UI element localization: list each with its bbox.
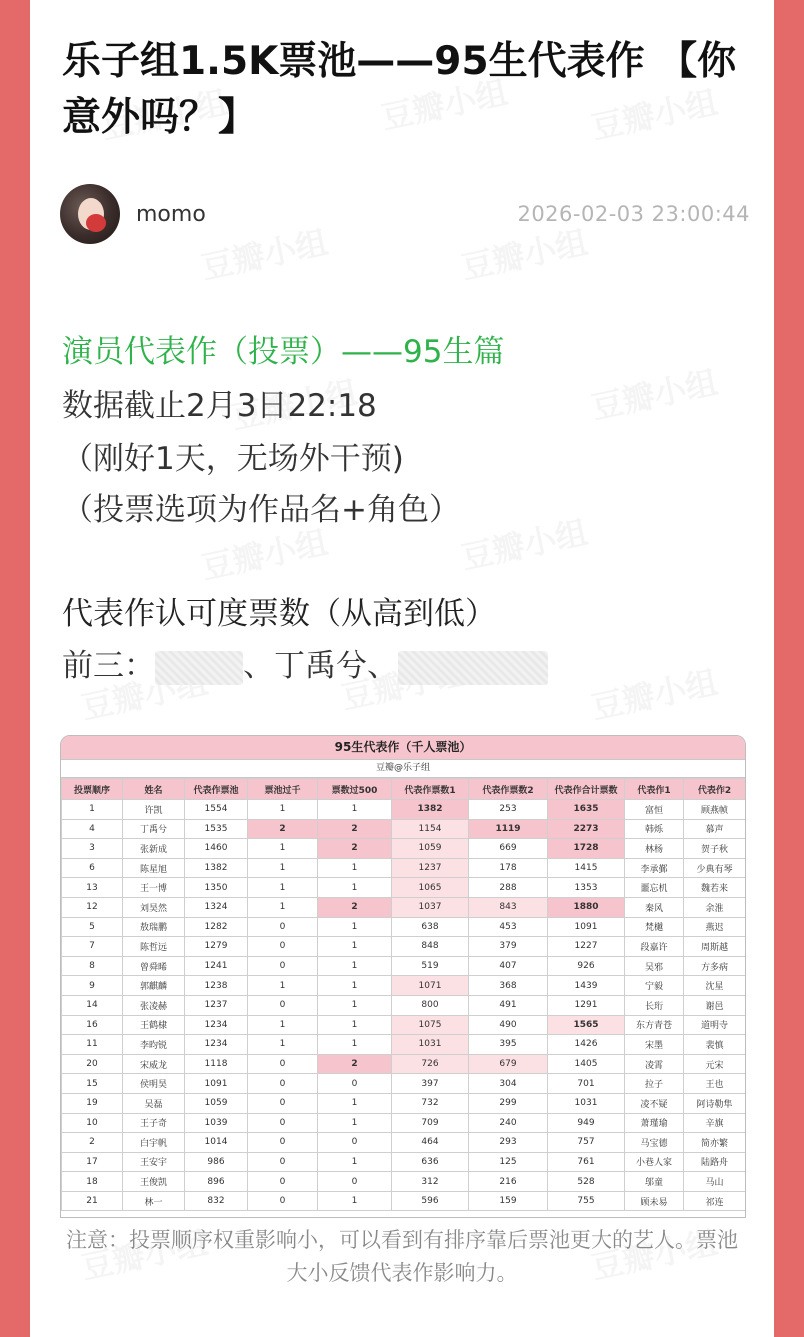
column-header: 代表作票池 xyxy=(185,779,248,800)
table-cell: 1234 xyxy=(185,1015,248,1035)
table-cell: 253 xyxy=(469,800,548,820)
table-cell: 11 xyxy=(62,1035,123,1055)
table-cell: 1728 xyxy=(548,839,625,859)
table-cell: 679 xyxy=(469,1054,548,1074)
table-cell: 397 xyxy=(392,1074,469,1094)
table-cell: 18 xyxy=(62,1172,123,1192)
table-cell: 596 xyxy=(392,1191,469,1211)
column-header: 票池过千 xyxy=(248,779,318,800)
table-row xyxy=(62,995,746,1015)
body-line-3: （投票选项为作品名+角色） xyxy=(62,492,460,528)
table-row xyxy=(62,839,746,859)
table-cell: 少典有琴 xyxy=(684,858,746,878)
table-cell: 1154 xyxy=(392,819,469,839)
table-row xyxy=(62,1191,746,1211)
watermark-text xyxy=(587,657,722,729)
table-cell: 敖瑞鹏 xyxy=(123,917,185,937)
table-cell: 1 xyxy=(248,800,318,820)
table-cell: 1091 xyxy=(548,917,625,937)
redacted-name-1 xyxy=(155,651,243,685)
table-cell: 1091 xyxy=(185,1074,248,1094)
table-cell: 1 xyxy=(318,1015,392,1035)
table-cell: 293 xyxy=(469,1133,548,1153)
table-cell: 周斯越 xyxy=(684,937,746,957)
table-title: 95生代表作（千人票池） xyxy=(61,736,745,760)
table-header-row xyxy=(62,779,746,800)
table-cell: 1118 xyxy=(185,1054,248,1074)
redacted-name-3 xyxy=(398,651,548,685)
table-cell: 379 xyxy=(469,937,548,957)
author-row xyxy=(60,182,750,246)
table-cell: 贺子秋 xyxy=(684,839,746,859)
table-cell: 吴邪 xyxy=(625,956,684,976)
table-row xyxy=(62,1074,746,1094)
section-title: 代表作认可度票数（从高到低） xyxy=(62,596,496,632)
table-cell: 凌不疑 xyxy=(625,1093,684,1113)
table-cell: 5 xyxy=(62,917,123,937)
table-cell: 2 xyxy=(318,897,392,917)
table-cell: 528 xyxy=(548,1172,625,1192)
table-cell: 1535 xyxy=(185,819,248,839)
table-cell: 1014 xyxy=(185,1133,248,1153)
table-cell: 1880 xyxy=(548,897,625,917)
table-cell: 1039 xyxy=(185,1113,248,1133)
table-cell: 125 xyxy=(469,1152,548,1172)
table-cell: 1 xyxy=(318,1113,392,1133)
table-cell: 1635 xyxy=(548,800,625,820)
table-cell: 马山 xyxy=(684,1172,746,1192)
table-cell: 1405 xyxy=(548,1054,625,1074)
table-cell: 1234 xyxy=(185,1035,248,1055)
table-cell: 1 xyxy=(318,937,392,957)
table-row xyxy=(62,800,746,820)
table-cell: 0 xyxy=(248,937,318,957)
table-cell: 李承鄞 xyxy=(625,858,684,878)
table-cell: 1 xyxy=(248,878,318,898)
table-cell: 1439 xyxy=(548,976,625,996)
table-cell: 2 xyxy=(248,819,318,839)
table-cell: 2 xyxy=(318,1054,392,1074)
top3-separator: 、 xyxy=(243,648,274,684)
table-cell: 926 xyxy=(548,956,625,976)
table-cell: 491 xyxy=(469,995,548,1015)
table-cell: 0 xyxy=(248,995,318,1015)
table-cell: 17 xyxy=(62,1152,123,1172)
table-cell: 王俊凯 xyxy=(123,1172,185,1192)
table-cell: 1350 xyxy=(185,878,248,898)
table-cell: 1 xyxy=(318,800,392,820)
table-cell: 2 xyxy=(318,819,392,839)
table-cell: 王子奇 xyxy=(123,1113,185,1133)
table-cell: 304 xyxy=(469,1074,548,1094)
table-cell: 燕迟 xyxy=(684,917,746,937)
table-cell: 魏若来 xyxy=(684,878,746,898)
table-cell: 1 xyxy=(318,1152,392,1172)
table-cell: 732 xyxy=(392,1093,469,1113)
table-cell: 谢邑 xyxy=(684,995,746,1015)
table-row xyxy=(62,1133,746,1153)
table-cell: 宁毅 xyxy=(625,976,684,996)
table-cell: 0 xyxy=(318,1074,392,1094)
table-cell: 辛旗 xyxy=(684,1113,746,1133)
table-row xyxy=(62,878,746,898)
table-cell: 16 xyxy=(62,1015,123,1035)
table-cell: 张新成 xyxy=(123,839,185,859)
table-cell: 0 xyxy=(318,1172,392,1192)
post-card xyxy=(30,0,774,1337)
table-cell: 陈哲远 xyxy=(123,937,185,957)
table-cell: 阿诗勒隼 xyxy=(684,1093,746,1113)
table-cell: 1065 xyxy=(392,878,469,898)
table-cell: 凌霄 xyxy=(625,1054,684,1074)
table-row xyxy=(62,1015,746,1035)
table-cell: 6 xyxy=(62,858,123,878)
table-cell: 0 xyxy=(248,1152,318,1172)
table-cell: 张凌赫 xyxy=(123,995,185,1015)
table-cell: 王鹤棣 xyxy=(123,1015,185,1035)
table-cell: 8 xyxy=(62,956,123,976)
table-cell: 299 xyxy=(469,1093,548,1113)
table-cell: 19 xyxy=(62,1093,123,1113)
table-cell: 慕声 xyxy=(684,819,746,839)
table-cell: 757 xyxy=(548,1133,625,1153)
table-cell: 986 xyxy=(185,1152,248,1172)
table-cell: 曾舜晞 xyxy=(123,956,185,976)
table-cell: 1071 xyxy=(392,976,469,996)
table-cell: 0 xyxy=(248,1172,318,1192)
table-body xyxy=(62,800,746,1211)
table-cell: 178 xyxy=(469,858,548,878)
table-cell: 12 xyxy=(62,897,123,917)
table-cell: 1 xyxy=(318,1035,392,1055)
table-cell: 1 xyxy=(248,1015,318,1035)
table-cell: 1 xyxy=(248,839,318,859)
table-cell: 0 xyxy=(248,917,318,937)
table-cell: 159 xyxy=(469,1191,548,1211)
table-cell: 638 xyxy=(392,917,469,937)
table-cell: 1 xyxy=(318,995,392,1015)
table-cell: 小巷人家 xyxy=(625,1152,684,1172)
table-cell: 10 xyxy=(62,1113,123,1133)
vote-table-image xyxy=(60,735,746,1218)
table-cell: 1291 xyxy=(548,995,625,1015)
table-cell: 2273 xyxy=(548,819,625,839)
table-cell: 0 xyxy=(248,1191,318,1211)
table-cell: 0 xyxy=(248,1133,318,1153)
table-row xyxy=(62,1035,746,1055)
table-cell: 侯明昊 xyxy=(123,1074,185,1094)
table-cell: 1 xyxy=(318,976,392,996)
table-cell: 761 xyxy=(548,1152,625,1172)
table-cell: 1 xyxy=(318,917,392,937)
column-header: 代表作票数2 xyxy=(469,779,548,800)
table-cell: 王也 xyxy=(684,1074,746,1094)
table-row xyxy=(62,956,746,976)
table-cell: 邬童 xyxy=(625,1172,684,1192)
table-cell: 669 xyxy=(469,839,548,859)
table-cell: 李昀锐 xyxy=(123,1035,185,1055)
table-cell: 21 xyxy=(62,1191,123,1211)
table-cell: 0 xyxy=(248,1054,318,1074)
table-cell: 4 xyxy=(62,819,123,839)
table-cell: 丁禹兮 xyxy=(123,819,185,839)
table-cell: 吴磊 xyxy=(123,1093,185,1113)
table-cell: 秦风 xyxy=(625,897,684,917)
table-cell: 832 xyxy=(185,1191,248,1211)
body-line-1: 数据截止2月3日22:18 xyxy=(62,388,377,424)
table-cell: 1237 xyxy=(185,995,248,1015)
table-cell: 1 xyxy=(318,1093,392,1113)
table-cell: 1565 xyxy=(548,1015,625,1035)
table-cell: 1227 xyxy=(548,937,625,957)
table-cell: 1241 xyxy=(185,956,248,976)
post-title: 乐子组1.5K票池——95生代表作 【你意外吗？】 xyxy=(62,39,737,140)
table-cell: 3 xyxy=(62,839,123,859)
table-cell: 843 xyxy=(469,897,548,917)
table-cell: 沈星 xyxy=(684,976,746,996)
table-cell: 1353 xyxy=(548,878,625,898)
footnote: 注意：投票顺序权重影响小，可以看到有排序靠后票池更大的艺人。票池大小反馈代表作影响力。 xyxy=(66,1228,738,1285)
table-cell: 噩忘机 xyxy=(625,878,684,898)
table-cell: 288 xyxy=(469,878,548,898)
column-header: 代表作合计票数 xyxy=(548,779,625,800)
table-cell: 宋威龙 xyxy=(123,1054,185,1074)
table-cell: 9 xyxy=(62,976,123,996)
table-row xyxy=(62,1172,746,1192)
watermark-text xyxy=(457,507,592,579)
table-cell: 1 xyxy=(318,858,392,878)
table-cell: 宋墨 xyxy=(625,1035,684,1055)
table-cell: 1554 xyxy=(185,800,248,820)
table-cell: 1415 xyxy=(548,858,625,878)
watermark-text xyxy=(587,357,722,429)
author-name[interactable]: momo xyxy=(136,202,206,227)
table-cell: 15 xyxy=(62,1074,123,1094)
table-row xyxy=(62,858,746,878)
column-header: 投票顺序 xyxy=(62,779,123,800)
table-cell: 王安宇 xyxy=(123,1152,185,1172)
table-cell: 顾未易 xyxy=(625,1191,684,1211)
table-cell: 1238 xyxy=(185,976,248,996)
table-cell: 519 xyxy=(392,956,469,976)
table-cell: 刘昊然 xyxy=(123,897,185,917)
table-cell: 7 xyxy=(62,937,123,957)
table-cell: 701 xyxy=(548,1074,625,1094)
column-header: 代表作1 xyxy=(625,779,684,800)
table-cell: 1282 xyxy=(185,917,248,937)
table-cell: 726 xyxy=(392,1054,469,1074)
table-cell: 13 xyxy=(62,878,123,898)
table-cell: 896 xyxy=(185,1172,248,1192)
table-cell: 1237 xyxy=(392,858,469,878)
table-cell: 顾燕帧 xyxy=(684,800,746,820)
table-cell: 许凯 xyxy=(123,800,185,820)
table-cell: 富恒 xyxy=(625,800,684,820)
table-cell: 240 xyxy=(469,1113,548,1133)
table-cell: 636 xyxy=(392,1152,469,1172)
table-row xyxy=(62,1093,746,1113)
table-row xyxy=(62,1113,746,1133)
table-cell: 1 xyxy=(318,878,392,898)
table-cell: 216 xyxy=(469,1172,548,1192)
table-cell: 1037 xyxy=(392,897,469,917)
table-cell: 1 xyxy=(318,1191,392,1211)
table-cell: 368 xyxy=(469,976,548,996)
table-cell: 1031 xyxy=(392,1035,469,1055)
table-row xyxy=(62,897,746,917)
table-row xyxy=(62,976,746,996)
table-cell: 林一 xyxy=(123,1191,185,1211)
table-cell: 709 xyxy=(392,1113,469,1133)
table-cell: 1031 xyxy=(548,1093,625,1113)
body-line-2: （刚好1天，无场外干预) xyxy=(62,441,404,477)
table-cell: 0 xyxy=(248,1113,318,1133)
table-cell: 14 xyxy=(62,995,123,1015)
table-cell: 林杨 xyxy=(625,839,684,859)
table-cell: 韩烁 xyxy=(625,819,684,839)
table-row xyxy=(62,937,746,957)
table-cell: 裴慎 xyxy=(684,1035,746,1055)
table-cell: 395 xyxy=(469,1035,548,1055)
table-cell: 1426 xyxy=(548,1035,625,1055)
table-cell: 2 xyxy=(62,1133,123,1153)
post-timestamp: 2026-02-03 23:00:44 xyxy=(517,202,750,226)
table-cell: 453 xyxy=(469,917,548,937)
top3-separator: 、 xyxy=(367,648,398,684)
table-cell: 2 xyxy=(318,839,392,859)
table-cell: 段嘉许 xyxy=(625,937,684,957)
table-cell: 王一博 xyxy=(123,878,185,898)
table-cell: 1324 xyxy=(185,897,248,917)
column-header: 代表作2 xyxy=(684,779,746,800)
table-cell: 755 xyxy=(548,1191,625,1211)
table-subtitle: 豆瓣@乐子组 xyxy=(61,760,745,778)
table-cell: 1 xyxy=(248,858,318,878)
author-avatar[interactable] xyxy=(60,184,120,244)
table-row xyxy=(62,1054,746,1074)
table-cell: 余淮 xyxy=(684,897,746,917)
table-cell: 1 xyxy=(62,800,123,820)
table-cell: 800 xyxy=(392,995,469,1015)
table-cell: 陆路舟 xyxy=(684,1152,746,1172)
table-cell: 梵樾 xyxy=(625,917,684,937)
table-cell: 白宇帆 xyxy=(123,1133,185,1153)
table-cell: 464 xyxy=(392,1133,469,1153)
table-cell: 1119 xyxy=(469,819,548,839)
top3-line xyxy=(62,640,548,685)
body-heading: 演员代表作（投票）——95生篇 xyxy=(62,334,505,370)
top3-name: 丁禹兮 xyxy=(274,648,367,684)
table-cell: 方多病 xyxy=(684,956,746,976)
table-cell: 312 xyxy=(392,1172,469,1192)
column-header: 代表作票数1 xyxy=(392,779,469,800)
table-cell: 1 xyxy=(248,897,318,917)
table-cell: 1059 xyxy=(185,1093,248,1113)
table-cell: 0 xyxy=(248,1093,318,1113)
table-cell: 1279 xyxy=(185,937,248,957)
table-cell: 0 xyxy=(318,1133,392,1153)
table-cell: 1382 xyxy=(185,858,248,878)
table-cell: 萧瑾瑜 xyxy=(625,1113,684,1133)
table-cell: 490 xyxy=(469,1015,548,1035)
table-cell: 陈星旭 xyxy=(123,858,185,878)
table-cell: 848 xyxy=(392,937,469,957)
table-cell: 拉子 xyxy=(625,1074,684,1094)
table-cell: 1 xyxy=(248,976,318,996)
column-header: 姓名 xyxy=(123,779,185,800)
table-cell: 0 xyxy=(248,956,318,976)
table-cell: 1 xyxy=(318,956,392,976)
table-cell: 1075 xyxy=(392,1015,469,1035)
table-cell: 简亦繁 xyxy=(684,1133,746,1153)
table-cell: 20 xyxy=(62,1054,123,1074)
top3-prefix: 前三： xyxy=(62,648,155,684)
table-cell: 道明寺 xyxy=(684,1015,746,1035)
column-header: 票数过500 xyxy=(318,779,392,800)
table-row xyxy=(62,819,746,839)
table-cell: 949 xyxy=(548,1113,625,1133)
table-cell: 东方青苍 xyxy=(625,1015,684,1035)
table-cell: 0 xyxy=(248,1074,318,1094)
table-cell: 长珩 xyxy=(625,995,684,1015)
table-cell: 1059 xyxy=(392,839,469,859)
table-cell: 407 xyxy=(469,956,548,976)
table-cell: 元宋 xyxy=(684,1054,746,1074)
vote-table xyxy=(61,778,746,1211)
table-row xyxy=(62,1152,746,1172)
table-cell: 马宝德 xyxy=(625,1133,684,1153)
table-cell: 祁连 xyxy=(684,1191,746,1211)
table-row xyxy=(62,917,746,937)
table-cell: 1 xyxy=(248,1035,318,1055)
table-cell: 1460 xyxy=(185,839,248,859)
table-cell: 1382 xyxy=(392,800,469,820)
table-cell: 郭麒麟 xyxy=(123,976,185,996)
